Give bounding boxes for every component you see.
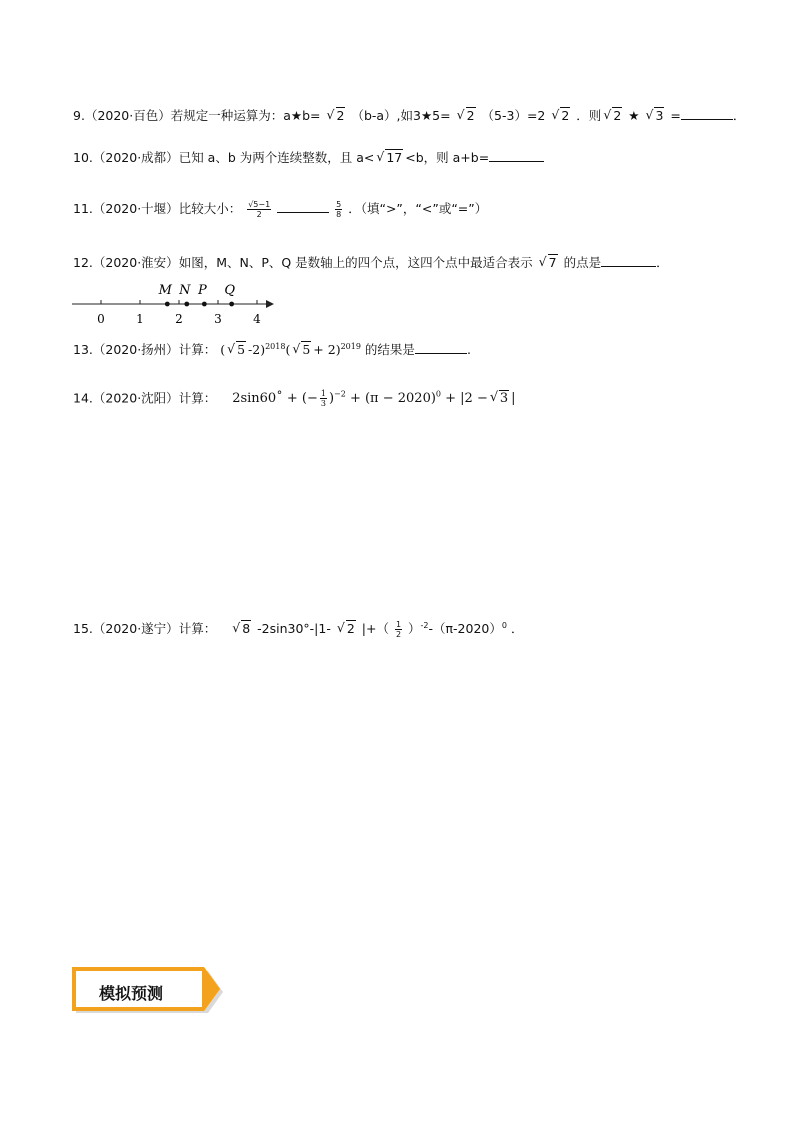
axis-tick-label: 3 <box>214 312 222 326</box>
sqrt-17: √ 17 <box>376 149 403 167</box>
question-11: 11.（2020·十堰）比较大小： $\frac{√5-1}{2}$ $\frac{5}{8}$ ．（填“>”，“<”或“=”） <box>73 200 488 219</box>
answer-blank[interactable] <box>415 341 467 354</box>
question-source: （2020·扬州） <box>92 342 179 358</box>
question-source: （2020·淮安） <box>92 255 179 270</box>
point-q <box>229 302 234 307</box>
number-line <box>70 280 280 326</box>
point-label-n: N <box>179 283 191 298</box>
sqrt-2: √ 2 <box>603 107 622 125</box>
sqrt-2: √ 2 <box>551 107 570 125</box>
sqrt-8: √ 8 <box>232 620 251 638</box>
question-source: （2020·遂宁） <box>92 621 179 637</box>
question-number: 13. <box>73 342 93 358</box>
sqrt-7: √ 7 <box>539 254 558 272</box>
section-banner <box>71 966 223 1014</box>
axis-arrow-icon <box>266 300 274 308</box>
sqrt-3: √ 3 <box>645 107 664 125</box>
math-expression: (√ 5 -2)$^{2018}$(√ 5 + 2)$^{2019}$ <box>220 342 365 357</box>
sqrt-2: √ 2 <box>337 620 356 638</box>
question-number: 11. <box>73 201 93 216</box>
point-label-q: Q <box>224 283 235 298</box>
question-number: 12. <box>73 255 93 270</box>
question-source: （2020·沈阳） <box>92 390 179 406</box>
answer-blank[interactable] <box>489 149 544 162</box>
question-source: （2020·成都） <box>92 150 179 165</box>
sqrt-2: √ 2 <box>327 107 346 125</box>
axis-tick-label: 0 <box>97 312 105 326</box>
question-number: 15. <box>73 621 93 637</box>
question-number: 14. <box>73 390 93 406</box>
axis-tick-label: 4 <box>253 312 261 326</box>
question-number: 10. <box>73 150 93 165</box>
math-expression: 2sin60˚ + (− $\frac{1}{3}$ )$^{-2} + (\pi - 2020)^0 + |2$ −√ 3 | <box>232 391 515 406</box>
point-label-p: P <box>197 283 207 298</box>
sqrt-2: √ 2 <box>457 107 476 125</box>
fraction-5-over-8: $\frac{5}{8}$ <box>336 200 342 219</box>
star-operator: ★ <box>628 108 640 123</box>
answer-blank[interactable] <box>277 200 329 213</box>
answer-blank[interactable] <box>601 254 656 267</box>
question-number: 9. <box>73 108 85 123</box>
fraction-1-over-2: $\frac{1}{2}$ <box>395 620 402 640</box>
question-14: 14.（2020·沈阳）计算： 2sin60˚ + (− $\frac{1}{3}$ )$^{-2} + (\pi - 2020)^0 + |2$ −√ 3 | <box>73 386 516 408</box>
point-label-m: M <box>158 283 172 298</box>
fraction-sqrt5-minus-1-over-2: $\frac{√5-1}{2}$ <box>248 200 271 219</box>
question-13: 13.（2020·扬州）计算： (√ 5 -2)$^{2018}$(√ 5 + 2)$^{2019}$ 的结果是 . <box>73 338 471 359</box>
answer-blank[interactable] <box>681 107 733 120</box>
axis-tick-label: 1 <box>136 312 144 326</box>
question-15: 15.（2020·遂宁）计算： √ 8 -2sin30°-|1- √ 2 |+（ $\frac{1}{2}$ ）$^{-2}-(\pi-2020)^0$ ． <box>73 617 523 639</box>
question-source: （2020·十堰） <box>92 201 179 216</box>
axis-tick-label: 2 <box>175 312 183 326</box>
question-9: 9.（2020·百色）若规定一种运算为：a★b= √ 2 （b-a）,如3★5= √ 2 （5-3）=2 √ 2 ．则√ 2 ★ √ 3 = ． <box>73 107 745 125</box>
point-n <box>184 302 189 307</box>
point-m <box>165 302 170 307</box>
banner-label: 模拟预测 <box>99 984 164 1003</box>
question-10: 10.（2020·成都）已知 a、b 为两个连续整数，且 a<√ 17 <b，则 a+b= <box>73 149 544 167</box>
question-12: 12.（2020·淮安）如图，M、N、P、Q 是数轴上的四个点，这四个点中最适合表示 √ 7 的点是 ． <box>73 254 669 272</box>
point-p <box>202 302 207 307</box>
question-source: （2020·百色） <box>84 108 171 123</box>
